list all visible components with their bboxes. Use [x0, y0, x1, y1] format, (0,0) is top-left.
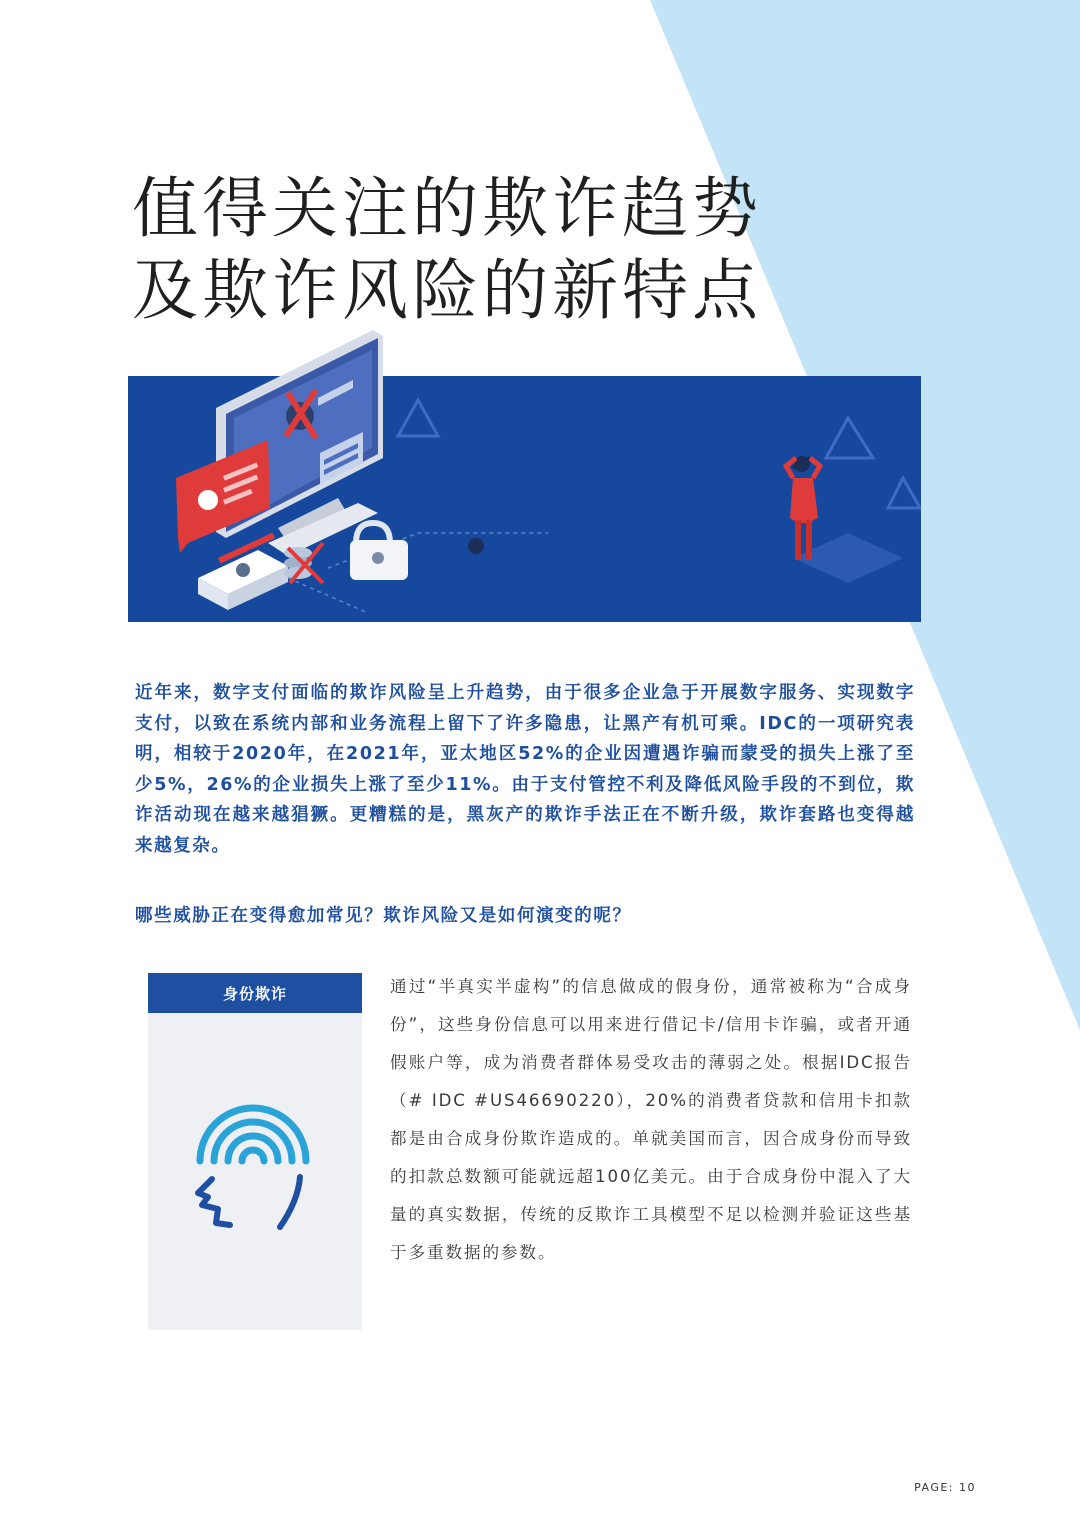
- banner-illustration: [128, 328, 921, 622]
- title-line-2: 及欺诈风险的新特点: [132, 252, 762, 329]
- identity-fraud-description: 通过“半真实半虚构”的信息做成的假身份，通常被称为“合成身份”，这些身份信息可以用来进行借记卡/信用卡诈骗，或者开通假账户等，成为消费者群体易受攻击的薄弱之处。根据IDC报告（# IDC #US46690220），20%的消费者贷款和信用卡扣款都是由合成身份欺诈造成的。单就美国而言，因合成身份而导致的扣款总数额可能就远超100亿美元。由于合成身份中混入了大量的真实数据，传统的反欺诈工具模型不足以检测并验证这些基于多重数据的参数。: [390, 977, 912, 1262]
- map-pin-icon: [468, 538, 484, 554]
- section-question: 哪些威胁正在变得愈加常见？欺诈风险又是如何演变的呢？: [135, 906, 632, 926]
- fraud-illustration-banner: [128, 328, 921, 622]
- page-number: PAGE: 10: [914, 1481, 976, 1494]
- head-signal-icon: [188, 1101, 318, 1231]
- title-line-1: 值得关注的欺诈趋势: [132, 170, 762, 247]
- card-heading: 身份欺诈: [148, 973, 362, 1013]
- page-title: [132, 168, 762, 332]
- intro-paragraph: 近年来，数字支付面临的欺诈风险呈上升趋势，由于很多企业急于开展数字服务、实现数字支付，以致在系统内部和业务流程上留下了许多隐患，让黑产有机可乘。IDC的一项研究表明，相较于2020年，在2021年，亚太地区52%的企业因遭遇诈骗而蒙受的损失上涨了至少5%，26%的企业损失上涨了至少11%。由于支付管控不利及降低风险手段的不到位，欺诈活动现在越来越猖獗。更糟糕的是，黑灰产的欺诈手法正在不断升级，欺诈套路也变得越来越复杂。: [135, 683, 915, 856]
- monitor-icon: [216, 330, 383, 556]
- identity-fraud-card: [148, 973, 362, 1330]
